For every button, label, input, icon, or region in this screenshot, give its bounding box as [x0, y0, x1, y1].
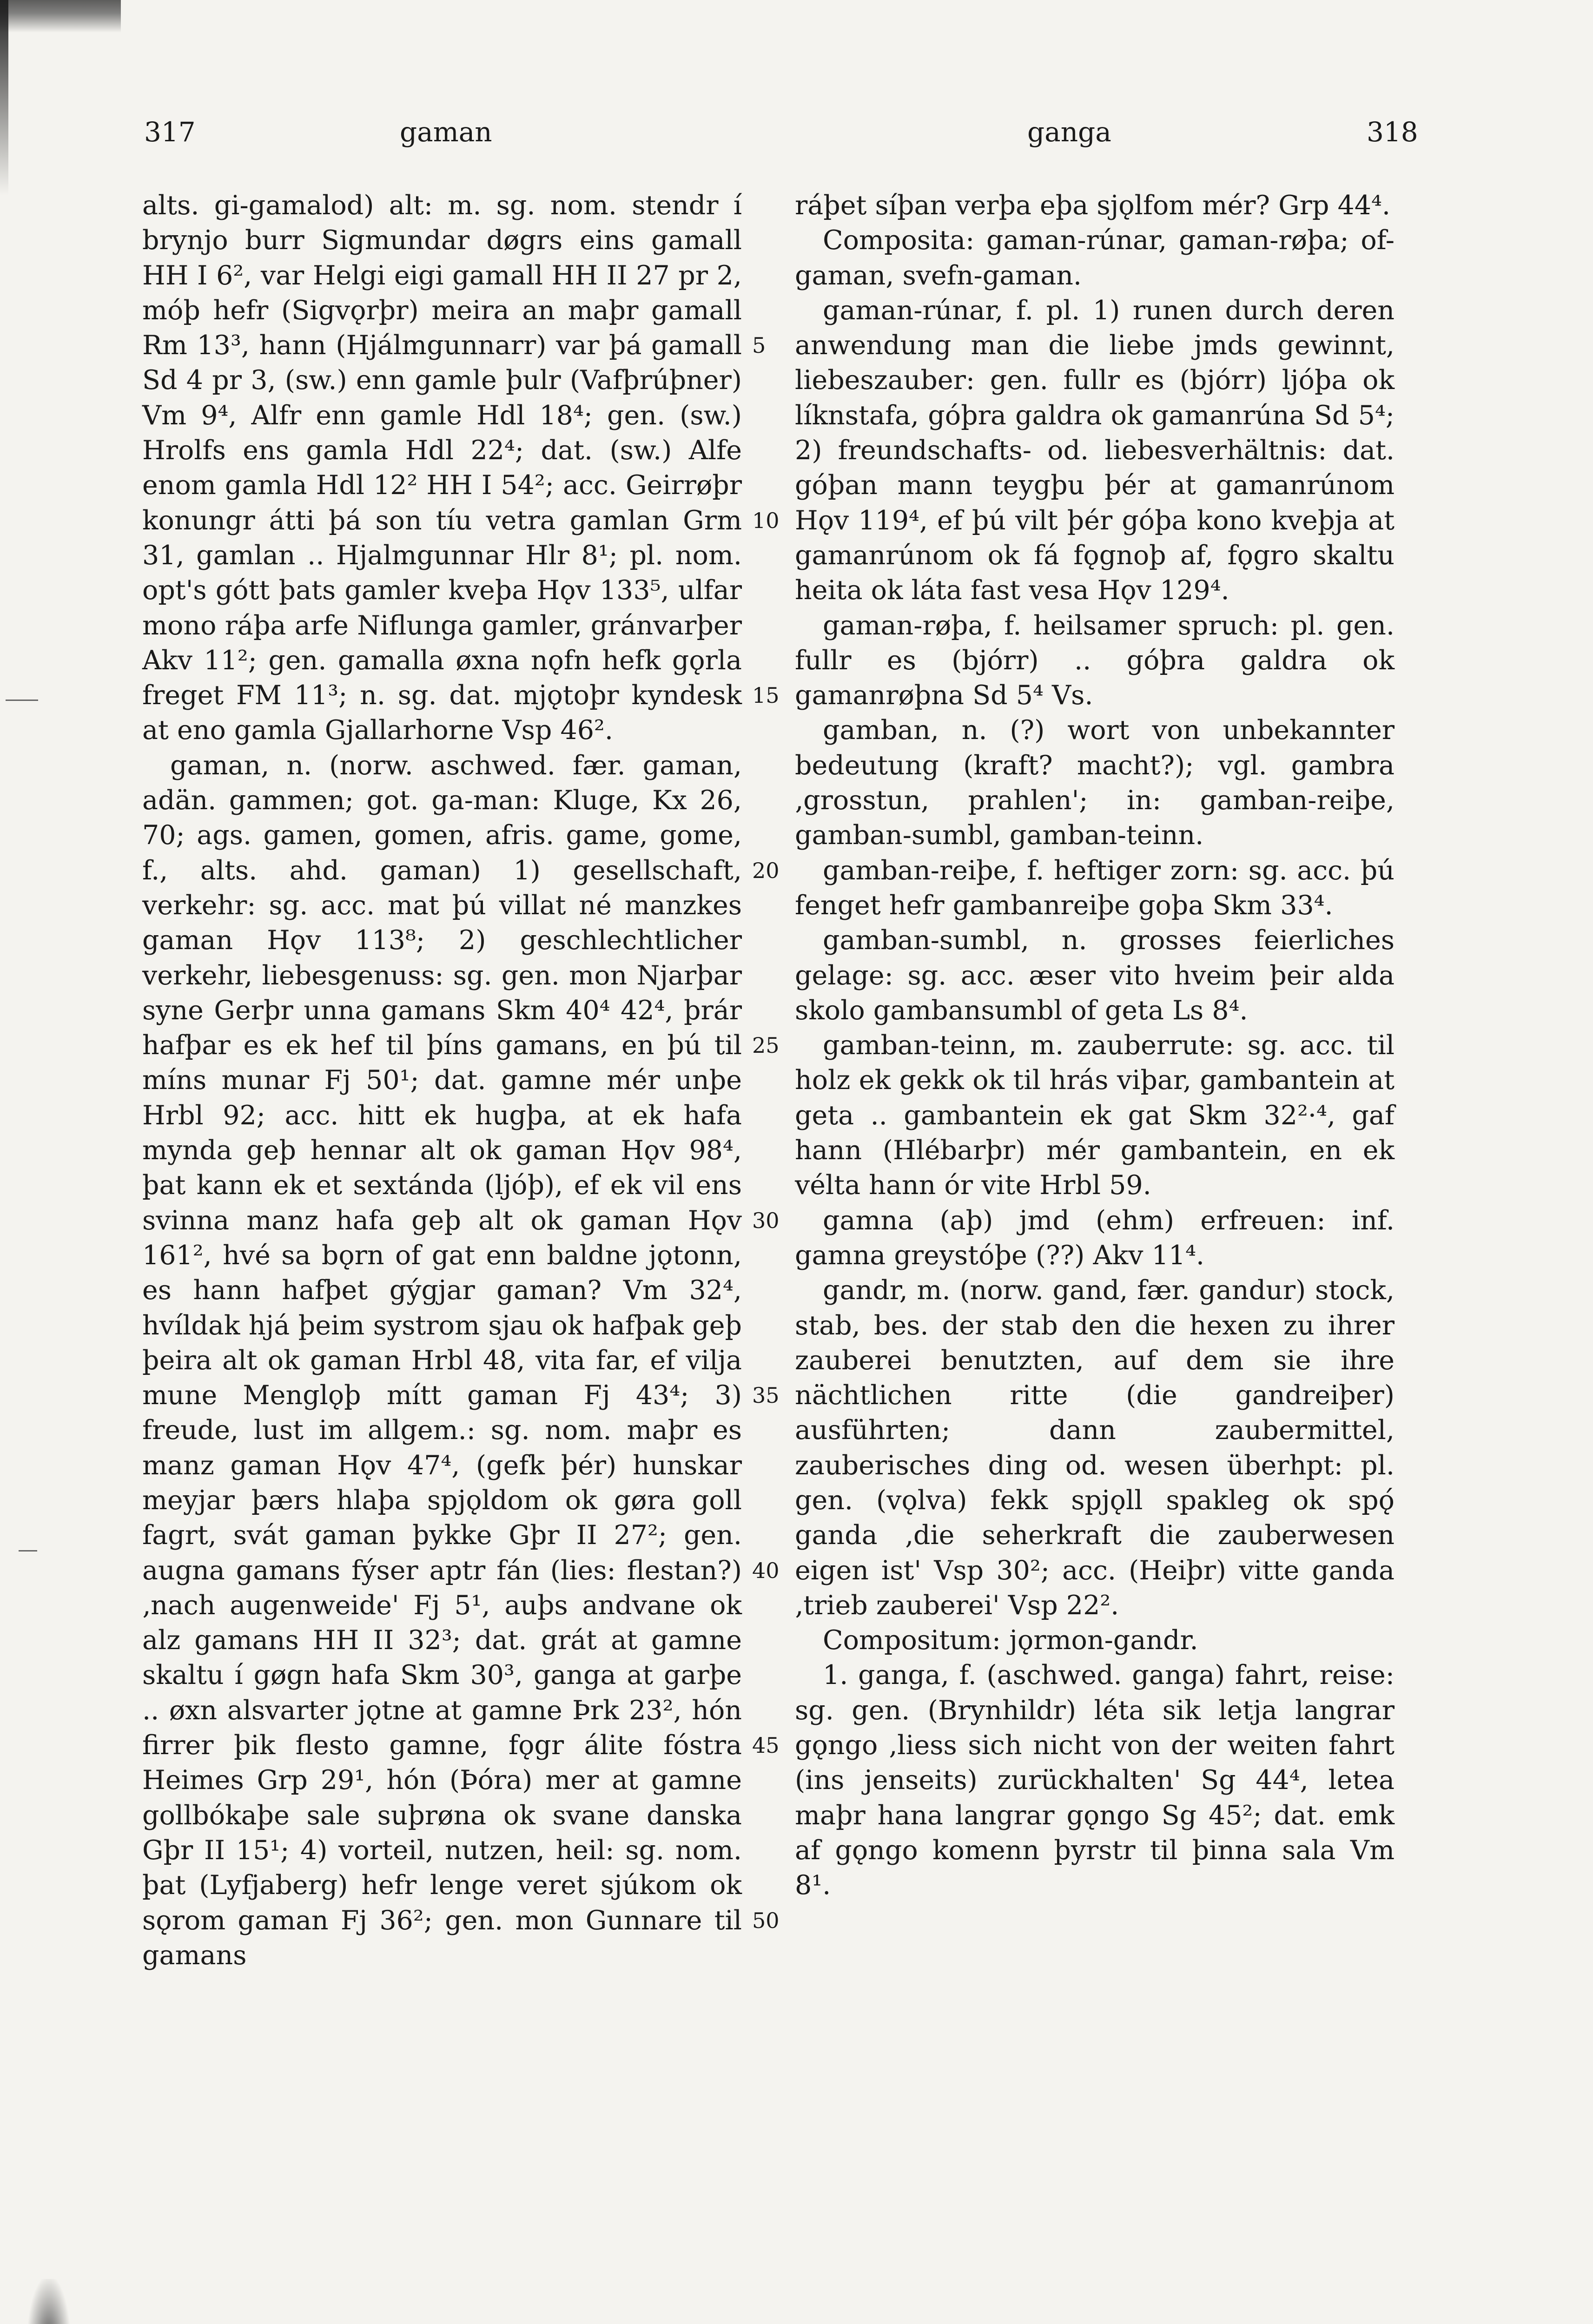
- line-number: 10: [752, 508, 780, 533]
- entry-gaman: gaman, n. (norw. aschwed. fær. gaman, adän. gammen; got. ga-man: Kluge, Kx 26, 70; ags. gamen, gomen, afris. game, gome, f., alts. ahd. gaman) 1) gesellschaft, verkehr: sg. acc. mat þú villat né manzkes gaman Hǫv 113⁸; 2) geschlechtlicher verkehr, liebesgenuss: sg. gen. mon Njarþar syne Gerþr unna gamans Skm 40⁴ 42⁴, þrár hafþar es ek hef til þíns gamans, en þú til míns munar Fj 50¹; dat. gamne mér unþe Hrbl 92; acc. hitt ek hugþa, at ek hafa mynda geþ hennar alt ok gaman Hǫv 98⁴, þat kann ek et sextánda (ljóþ), ef ek vil ens svinna manz hafa geþ alt ok gaman Hǫv 161², hvé sa bǫrn of gat enn baldne jǫtonn, es hann hafþet gýgjar gaman? Vm 32⁴, hvíldak hjá þeim systrom sjau ok hafþak geþ þeira alt ok gaman Hrbl 48, vita far, ef vilja mune Menglǫþ mítt gaman Fj 43⁴; 3) freude, lust im allgem.: sg. nom. maþr es manz gaman Hǫv 47⁴, (gefk þér) hunskar meyjar þærs hlaþa spjǫldom ok gøra goll fagrt, svát gaman þykke Gþr II 27²; gen. augna gamans fýser aptr fán (lies: flestan?) ‚nach augenweide' Fj 5¹, auþs andvane ok alz gamans HH II 32³; dat. grát at gamne skaltu í gøgn hafa Skm 30³, ganga at garþe .. øxn alsvarter jǫtne at gamne Þrk 23², hón firrer þik flesto gamne, fǫgr álite fóstra Heimes Grp 29¹, hón (Þóra) mer at gamne gollbókaþe sale suþrøna ok svane danska Gþr II 15¹; 4) vorteil, nutzen, heil: sg. nom. þat (Lyfjaberg) hefr lenge veret sjúkom ok sǫrom gaman Fj 36²; gen. mon Gunnare til gamans: [142, 750, 742, 1971]
- page-number-left: 317: [144, 116, 196, 148]
- margin-tick: [19, 1550, 37, 1552]
- line-number: 35: [752, 1383, 780, 1408]
- composita-gaman: Composita: gaman-rúnar, gaman-røþa; of-gaman, svefn-gaman.: [795, 225, 1395, 291]
- margin-tick: [6, 700, 38, 701]
- entry-continuation-gaman: ráþet síþan verþa eþa sjǫlfom mér? Grp 44⁴.: [795, 190, 1390, 221]
- entry-gamna: gamna (aþ) jmd (ehm) erfreuen: inf. gamna greystóþe (??) Akv 11⁴.: [795, 1205, 1395, 1271]
- page-number-right: 318: [1367, 116, 1418, 148]
- line-number: 20: [752, 858, 780, 883]
- compositum-gandr: Compositum: jǫrmon-gandr.: [823, 1625, 1198, 1656]
- entry-ganga: 1. ganga, f. (aschwed. ganga) fahrt, reise: sg. gen. (Brynhildr) léta sik letja langrar gǫngo ‚liess sich nicht von der weiten fahrt (ins jenseits) zurückhalten' Sg 44⁴, letea maþr hana langrar gǫngo Sg 45²; dat. emk af gǫngo komenn þyrstr til þinna sala Vm 8¹.: [795, 1660, 1395, 1901]
- line-number: 30: [752, 1208, 780, 1233]
- line-number: 45: [752, 1733, 780, 1758]
- entry-gandr: gandr, m. (norw. gand, fær. gandur) stock, stab, bes. der stab den die hexen zu ihrer zauberei benutzten, auf dem sie ihre nächtlichen ritte (die gandreiþer) ausführten; dann zaubermittel, zauberisches ding od. wesen überhpt: pl. gen. (vǫlva) fekk spjǫll spakleg ok spǫ́ ganda ‚die seherkraft die zauberwesen eigen ist' Vsp 30²; acc. (Heiþr) vitte ganda ‚trieb zauberei' Vsp 22².: [795, 1275, 1395, 1621]
- entry-gamban-sumbl: gamban-sumbl, n. grosses feierliches gelage: sg. acc. æser vito hveim þeir alda skolo gambansumbl of geta Ls 8⁴.: [795, 925, 1395, 1026]
- running-headword-left: gaman: [400, 116, 492, 148]
- entry-gaman-runar: gaman-rúnar, f. pl. 1) runen durch deren anwendung man die liebe jmds gewinnt, liebeszauber: gen. fullr es (bjórr) ljóþa ok líknstafa, góþra galdra ok gamanrúna Sd 5⁴; 2) freundschafts- od. liebesverhältnis: dat. góþan mann teygþu þér at gamanrúnom Hǫv 119⁴, ef þú vilt þér góþa kono kveþja at gamanrúnom ok fá fǫgnoþ af, fǫgro skaltu heita ok láta fast vesa Hǫv 129⁴.: [795, 295, 1395, 606]
- entry-gamban: gamban, n. (?) wort von unbekannter bedeutung (kraft? macht?); vgl. gambra ‚grosstun, prahlen'; in: gamban-reiþe, gamban-sumbl, gamban-teinn.: [795, 715, 1395, 851]
- left-column: [142, 188, 742, 1973]
- running-header: [0, 116, 1593, 167]
- running-headword-right: ganga: [1027, 116, 1111, 148]
- entry-continuation-gamall: alts. gi-gamalod) alt: m. sg. nom. stendr í brynjo burr Sigmundar døgrs eins gamall HH I 6², var Helgi eigi gamall HH II 27 pr 2, móþ hefr (Sigvǫrþr) meira an maþr gamall Rm 13³, hann (Hjálmgunnarr) var þá gamall Sd 4 pr 3, (sw.) enn gamle þulr (Vafþrúþner) Vm 9⁴, Alfr enn gamle Hdl 18⁴; gen. (sw.) Hrolfs ens gamla Hdl 22⁴; dat. (sw.) Alfe enom gamla Hdl 12² HH I 54²; acc. Geirrøþr konungr átti þá son tíu vetra gamlan Grm 31, gamlan .. Hjalmgunnar Hlr 8¹; pl. nom. opt's gótt þats gamler kveþa Hǫv 133⁵, ulfar mono ráþa arfe Niflunga gamler, gránvarþer Akv 11²; gen. gamalla øxna nǫfn hefk gǫrla freget FM 11³; n. sg. dat. mjǫtoþr kyndesk at eno gamla Gjallarhorne Vsp 46².: [142, 190, 742, 746]
- scan-smudge: [28, 2279, 70, 2324]
- line-number: 50: [752, 1908, 780, 1933]
- line-number: 15: [752, 683, 780, 708]
- line-number: 5: [752, 333, 766, 358]
- entry-gamban-teinn: gamban-teinn, m. zauberrute: sg. acc. til holz ek gekk ok til hrás viþar, gambantein at geta .. gambantein ek gat Skm 32²·⁴, gaf hann (Hlébarþr) mér gambantein, en ek vélta hann ór vite Hrbl 59.: [795, 1030, 1395, 1201]
- right-column: [795, 188, 1395, 1903]
- entry-gamban-reiþe: gamban-reiþe, f. heftiger zorn: sg. acc. þú fenget hefr gambanreiþe goþa Skm 33⁴.: [795, 855, 1395, 921]
- scan-shadow-top: [0, 0, 121, 33]
- entry-gaman-roþa: gaman-røþa, f. heilsamer spruch: pl. gen. fullr es (bjórr) .. góþra galdra ok gamanrøþna Sd 5⁴ Vs.: [795, 610, 1395, 711]
- line-number: 40: [752, 1558, 780, 1583]
- line-number: 25: [752, 1033, 780, 1058]
